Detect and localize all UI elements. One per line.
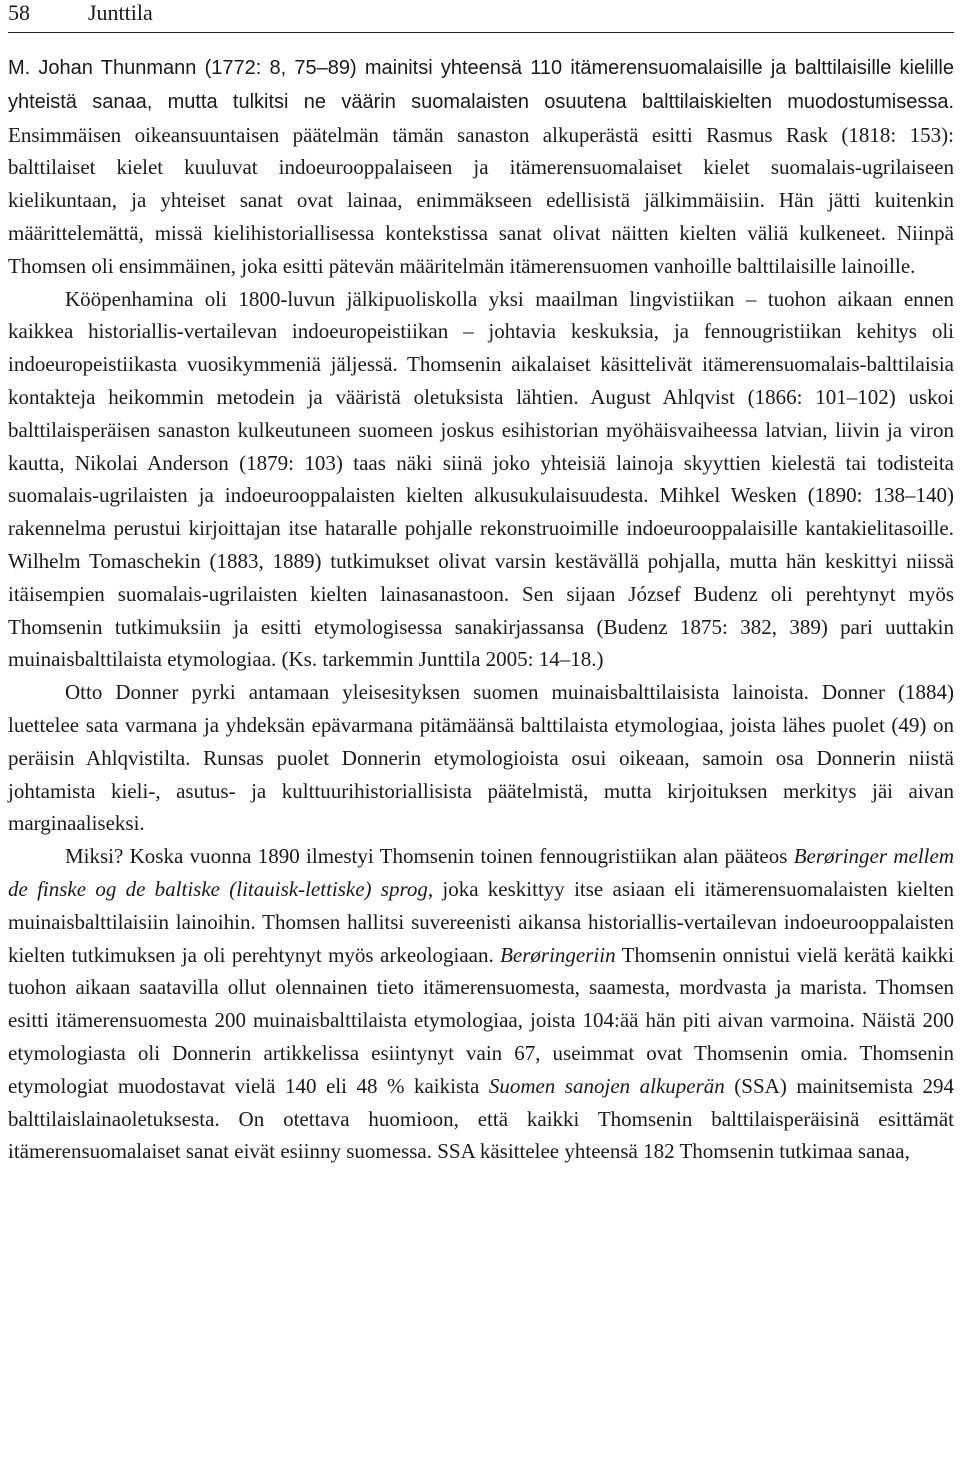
book-title-beroringeriin: Berøringeriin (500, 942, 616, 967)
paragraph-1-sans-part: M. Johan Thunmann (1772: 8, 75–89) mainitsi yhteensä 110 itämerensuomalaisille ja balttilaisille kielille yhteistä sanaa, mutta tulkitsi ne väärin suomalaisten osuutena balttilaiskielten muodostumisessa. (8, 57, 954, 113)
paragraph-1-part-b: Ensimmäisen oikeansuuntaisen päätelmän tämän sanaston alkuperästä esitti Rasmus Rask (1818: 153): balttilaiset kielet kuuluvat indoeurooppalaiseen ja itämerensuomalaiset kielet suomalais-ugrilaiseen kielikuntaan, ja yhteiset sanat ovat lainaa, enimmäkseen edellisistä jälkimmäisiin. (8, 122, 954, 213)
book-title-beroringer: Berøringer mellem de finske og de baltiske (litauisk-lettiske) sprog (8, 844, 954, 901)
running-header (8, 0, 954, 33)
paragraph-1-part-c: Hän jätti kuitenkin määrittelemättä, missä kielihistoriallisessa kontekstissa sanat olivat näitten kielten väliä kulkeneet. Niinpä Thomsen oli ensimmäinen, joka esitti pätevän määritelmän itämerensuomen vanhoille balttilaisille lainoille. (8, 188, 954, 278)
paragraph-3: Otto Donner pyrki antamaan yleisesityksen suomen muinaisbalttilaisista lainoista. Donner (1884) luettelee sata varmana ja yhdeksän epävarmana pitämäänsä balttilaista etymologiaa, joista lähes puolet (49) on peräisin Ahlqvistilta. Runsas puolet Donnerin etymologioista osui oikeaan, samoin osa Donnerin niistä johtamista kieli-, asutus- ja kulttuurihistoriallisista päätelmistä, mutta kirjoituksen merkitys jäi aivan marginaaliseksi. (8, 680, 954, 836)
document-page (8, 0, 954, 1168)
paragraph-4-part-c: , joka keskittyy itse asiaan eli itämerensuomalaisten kielten muinaisbalttilaisiin lainoihin. Thomsen hallitsi suvereenisti aikansa historiallis-vertailevan indoeurooppalaisten kielten tutkimuksen ja oli perehtynyt myös arkeologiaan. (8, 876, 954, 967)
paragraph-4-part-a: Miksi? Koska vuonna 1890 ilmestyi Thomsenin toinen fennougristiikan alan pääteos (65, 844, 794, 869)
paragraph-1 (8, 51, 954, 283)
paragraph-4-part-e: Thomsenin onnistui vielä kerätä kaikki tuohon aikaan saatavilla ollut olennainen tieto itämerensuomesta, saamesta, mordvasta ja marista. Thomsen esitti itämerensuomesta 200 muinaisbalttilaista etymologiaa, joista 104:ää hän piti aivan varmoina. Näistä 200 etymologiasta oli Donnerin artikkelissa esiintynyt vain 67, useimmat ovat Thomsenin omia. Thomsenin etymologiat muodostavat vielä 140 eli 48 % kaikista (8, 942, 954, 1098)
book-title-ssa: Suomen sanojen alkuperän (488, 1073, 725, 1098)
running-author: Junttila (88, 0, 153, 25)
paragraph-4-part-g: (SSA) mainitsemista 294 balttilaislainaoletuksesta. On otettava huomioon, että kaikki Thomsenin balttilaisperäisinä esittämät itämerensuomalaiset sanat eivät esiinny suomessa. SSA käsittelee yhteensä 182 Thomsenin tutkimaa sanaa, (8, 1073, 954, 1164)
paragraph-4 (8, 840, 954, 1168)
body-text (8, 51, 954, 1168)
page-number: 58 (8, 0, 30, 25)
paragraph-2: Kööpenhamina oli 1800-luvun jälkipuoliskolla yksi maailman lingvistiikan – tuohon aikaan ennen kaikkea historiallis-vertailevan indoeuropeistiikan – johtavia keskuksia, ja fennougristiikan kehitys oli indoeuropeistiikasta vuosikymmeniä jäljessä. Thomsenin aikalaiset käsittelivät itämerensuomalais-balttilaisia kontakteja heikommin metodein ja vääristä oletuksista lähtien. August Ahlqvist (1866: 101–102) uskoi balttilaisperäisen sanaston kulkeutuneen suomeen joskus esihistorian myöhäisvaiheessa latvian, liivin ja viron kautta, Nikolai Anderson (1879: 103) taas näki siinä joko yhteisiä lainoja skyyttien kielestä tai todisteita suomalais-ugrilaisten ja indoeurooppalaisten kielten alkusukulaisuudesta. Mihkel Wesken (1890: 138–140) rakennelma perustui kirjoittajan itse hataralle pohjalle rekonstruoimille indoeurooppalaisille kantakielitasoille. Wilhelm Tomaschekin (1883, 1889) tutkimukset olivat varsin kestävällä pohjalla, mutta hän keskittyi niissä itäisempien suomalais-ugrilaisten kielten lainasanastoon. Sen sijaan József Budenz oli perehtynyt myös Thomsenin tutkimuksiin ja esitti etymologisessa sanakirjassansa (Budenz 1875: 382, 389) pari uuttakin muinaisbalttilaista etymologiaa. (Ks. tarkemmin Junttila 2005: 14–18.) (8, 286, 954, 672)
